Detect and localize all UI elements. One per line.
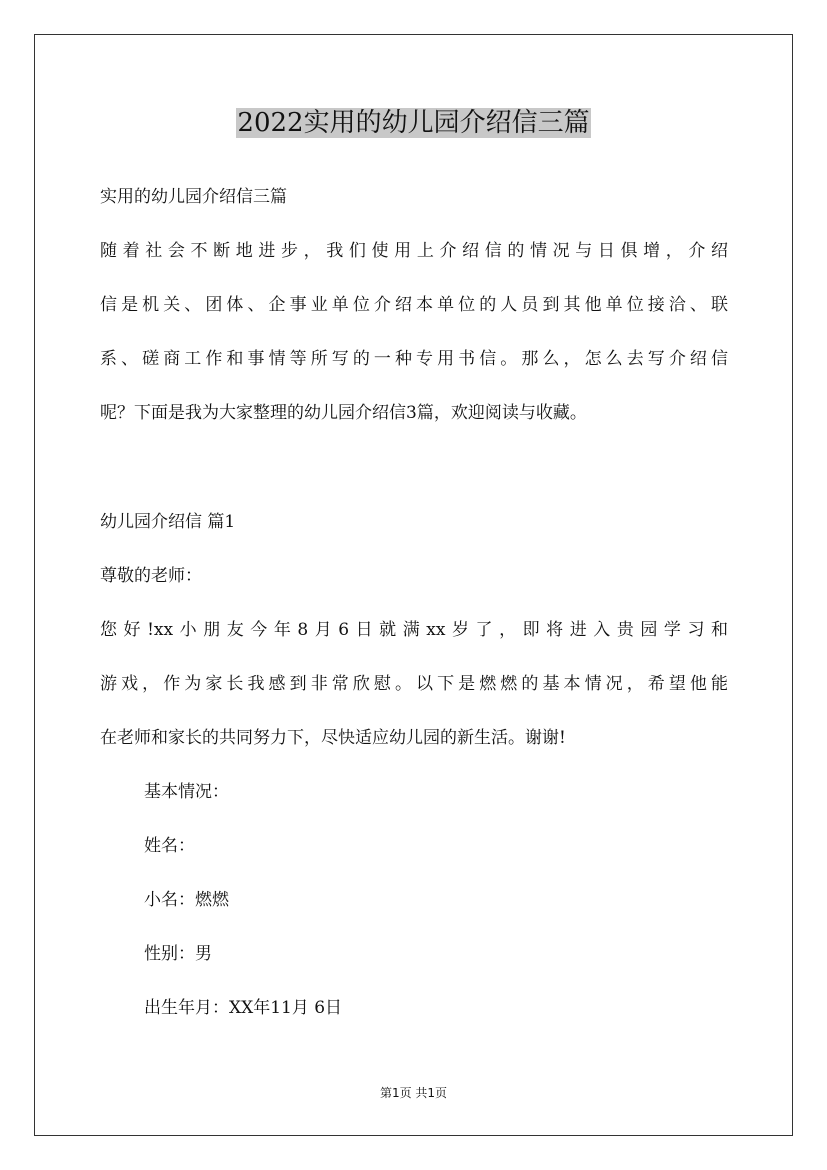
info-gender: 性别：男 [144,944,212,964]
info-nickname: 小名：燃燃 [144,890,229,910]
salutation: 尊敬的老师： [100,566,202,586]
info-birth: 出生年月：XX年11月 6日 [144,998,343,1018]
document-title-text: 2022实用的幼儿园介绍信三篇 [237,108,590,138]
intro-line-2: 信是机关、团体、企事业单位介绍本单位的人员到其他单位接洽、联 [100,295,728,315]
body-line-2: 游戏，作为家长我感到非常欣慰。以下是燃燃的基本情况，希望他能 [100,674,728,694]
body-line-1: 您好!xx小朋友今年8月6日就满xx岁了，即将进入贵园学习和 [100,620,728,640]
intro-line-3: 系、磋商工作和事情等所写的一种专用书信。那么，怎么去写介绍信 [100,349,728,369]
document-title [0,104,827,142]
section-heading: 幼儿园介绍信 篇1 [100,512,236,532]
subtitle: 实用的幼儿园介绍信三篇 [100,187,287,207]
body-line-3: 在老师和家长的共同努力下，尽快适应幼儿园的新生活。谢谢! [100,728,566,748]
intro-line-4: 呢？下面是我为大家整理的幼儿园介绍信3篇，欢迎阅读与收藏。 [100,403,587,423]
info-heading: 基本情况： [144,782,229,802]
intro-line-1: 随着社会不断地进步，我们使用上介绍信的情况与日俱增，介绍 [100,241,728,261]
page-footer: 第1页 共1页 [379,1086,448,1100]
info-name: 姓名： [144,836,195,856]
